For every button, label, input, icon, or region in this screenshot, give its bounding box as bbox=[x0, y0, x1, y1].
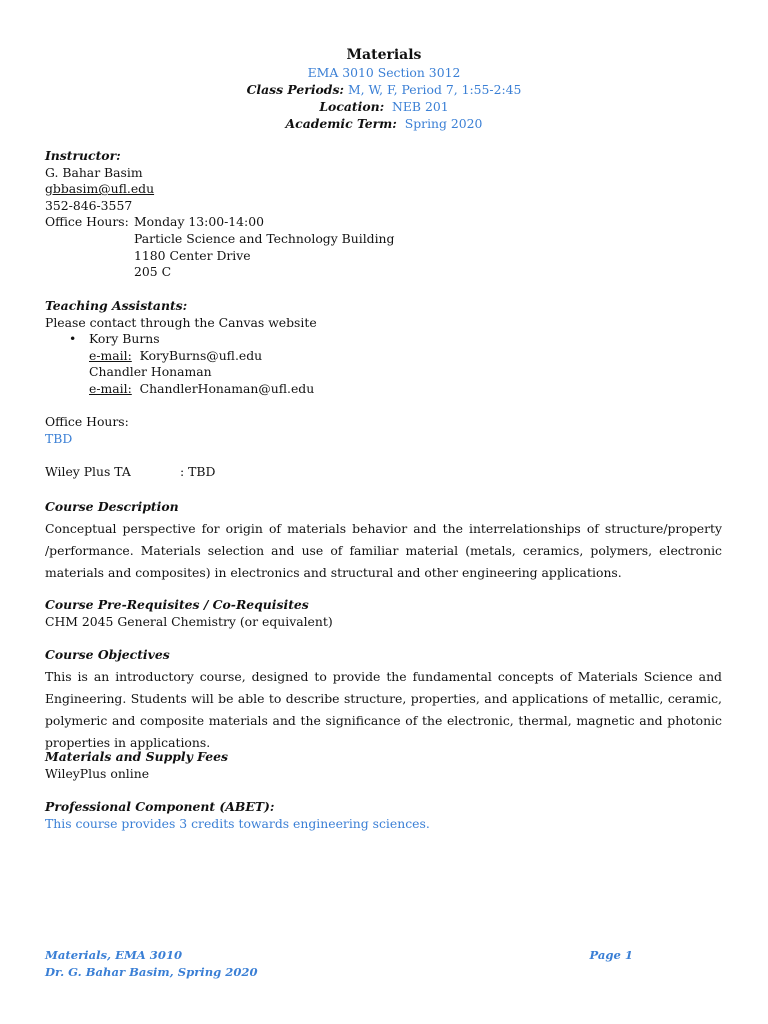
location-value: NEB 201 bbox=[384, 99, 449, 114]
page-footer bbox=[45, 947, 633, 980]
document-title: Materials bbox=[346, 47, 422, 63]
term-label: Academic Term: bbox=[285, 116, 397, 131]
ta2-email-row bbox=[89, 381, 317, 398]
ta-section bbox=[45, 298, 317, 481]
office-hours-line-1: Monday 13:00-14:00 bbox=[134, 214, 264, 230]
footer-instructor: Dr. G. Bahar Basim, Spring 2020 bbox=[45, 964, 258, 979]
ta-note: Please contact through the Canvas website bbox=[45, 314, 317, 330]
course-description-text: Conceptual perspective for origin of materials behavior and the interrelationships of structure/property /performance. Materials selection and use of familiar material (metals, ceramics, polymers, electronic materials and composites) in electronics and structural and other engineering applications. bbox=[45, 520, 722, 581]
office-hours-label: Office Hours: bbox=[45, 214, 129, 230]
periods-value: M, W, F, Period 7, 1:55-2:45 bbox=[344, 82, 522, 97]
document-header bbox=[0, 47, 768, 132]
ta1-name: Kory Burns bbox=[89, 331, 160, 347]
location-label: Location: bbox=[319, 99, 385, 114]
ta-office-hours-value: TBD bbox=[45, 430, 73, 446]
email-label: e-mail: bbox=[89, 380, 132, 396]
objectives-text: This is an introductory course, designed to provide the fundamental concepts of Materials Science and Engineering. Students will be able to describe structure, properties, and applications of metallic, ceramic, polymeric and composite materials and the significance of the electronic, thermal, magnetic and photonic properties in applications. bbox=[45, 668, 722, 751]
abet-heading: Professional Component (ABET): bbox=[45, 799, 275, 814]
wiley-ta-row bbox=[45, 464, 317, 481]
prereq-text: CHM 2045 General Chemistry (or equivalent) bbox=[45, 613, 333, 629]
instructor-name: G. Bahar Basim bbox=[45, 164, 143, 180]
ta-list bbox=[45, 331, 317, 397]
instructor-heading: Instructor: bbox=[45, 148, 121, 163]
wiley-ta-label: Wiley Plus TA bbox=[45, 463, 131, 479]
wiley-ta-value: : TBD bbox=[180, 463, 216, 479]
page-number: Page 1 bbox=[589, 948, 633, 962]
abet-text: This course provides 3 credits towards engineering sciences. bbox=[45, 815, 430, 831]
office-hours-line-3: 1180 Center Drive bbox=[134, 247, 251, 263]
email-label: e-mail: bbox=[89, 347, 132, 363]
bullet-icon: • bbox=[69, 331, 77, 347]
office-hours-line-2: Particle Science and Technology Building bbox=[134, 230, 395, 246]
objectives-section bbox=[45, 647, 722, 755]
fees-section bbox=[45, 749, 228, 782]
footer-course: Materials, EMA 3010 bbox=[45, 948, 183, 962]
ta1-email[interactable]: KoryBurns@ufl.edu bbox=[139, 347, 263, 363]
fees-text: WileyPlus online bbox=[45, 765, 150, 781]
instructor-phone: 352-846-3557 bbox=[45, 197, 133, 213]
office-hours-line-4: 205 C bbox=[134, 264, 172, 280]
class-periods-line bbox=[0, 81, 768, 98]
term-value: Spring 2020 bbox=[396, 116, 483, 131]
course-line: EMA 3010 Section 3012 bbox=[307, 65, 461, 80]
term-line bbox=[0, 115, 768, 132]
ta-heading: Teaching Assistants: bbox=[45, 298, 188, 313]
abet-section bbox=[45, 799, 430, 832]
instructor-section bbox=[45, 148, 394, 281]
fees-heading: Materials and Supply Fees bbox=[45, 749, 228, 764]
prereq-section bbox=[45, 597, 333, 630]
course-description-heading: Course Description bbox=[45, 499, 179, 514]
course-description-section bbox=[45, 499, 722, 584]
ta-office-hours-label: Office Hours: bbox=[45, 414, 129, 430]
location-line bbox=[0, 98, 768, 115]
prereq-heading: Course Pre-Requisites / Co-Requisites bbox=[45, 597, 309, 612]
office-hours-row bbox=[45, 214, 394, 231]
objectives-heading: Course Objectives bbox=[45, 647, 170, 662]
ta2-name: Chandler Honaman bbox=[89, 364, 212, 380]
instructor-email-link[interactable]: gbbasim@ufl.edu bbox=[45, 181, 155, 197]
list-item bbox=[69, 331, 317, 397]
periods-label: Class Periods: bbox=[246, 82, 345, 97]
ta2-email[interactable]: ChandlerHonaman@ufl.edu bbox=[139, 380, 315, 396]
ta1-email-row bbox=[89, 348, 317, 365]
